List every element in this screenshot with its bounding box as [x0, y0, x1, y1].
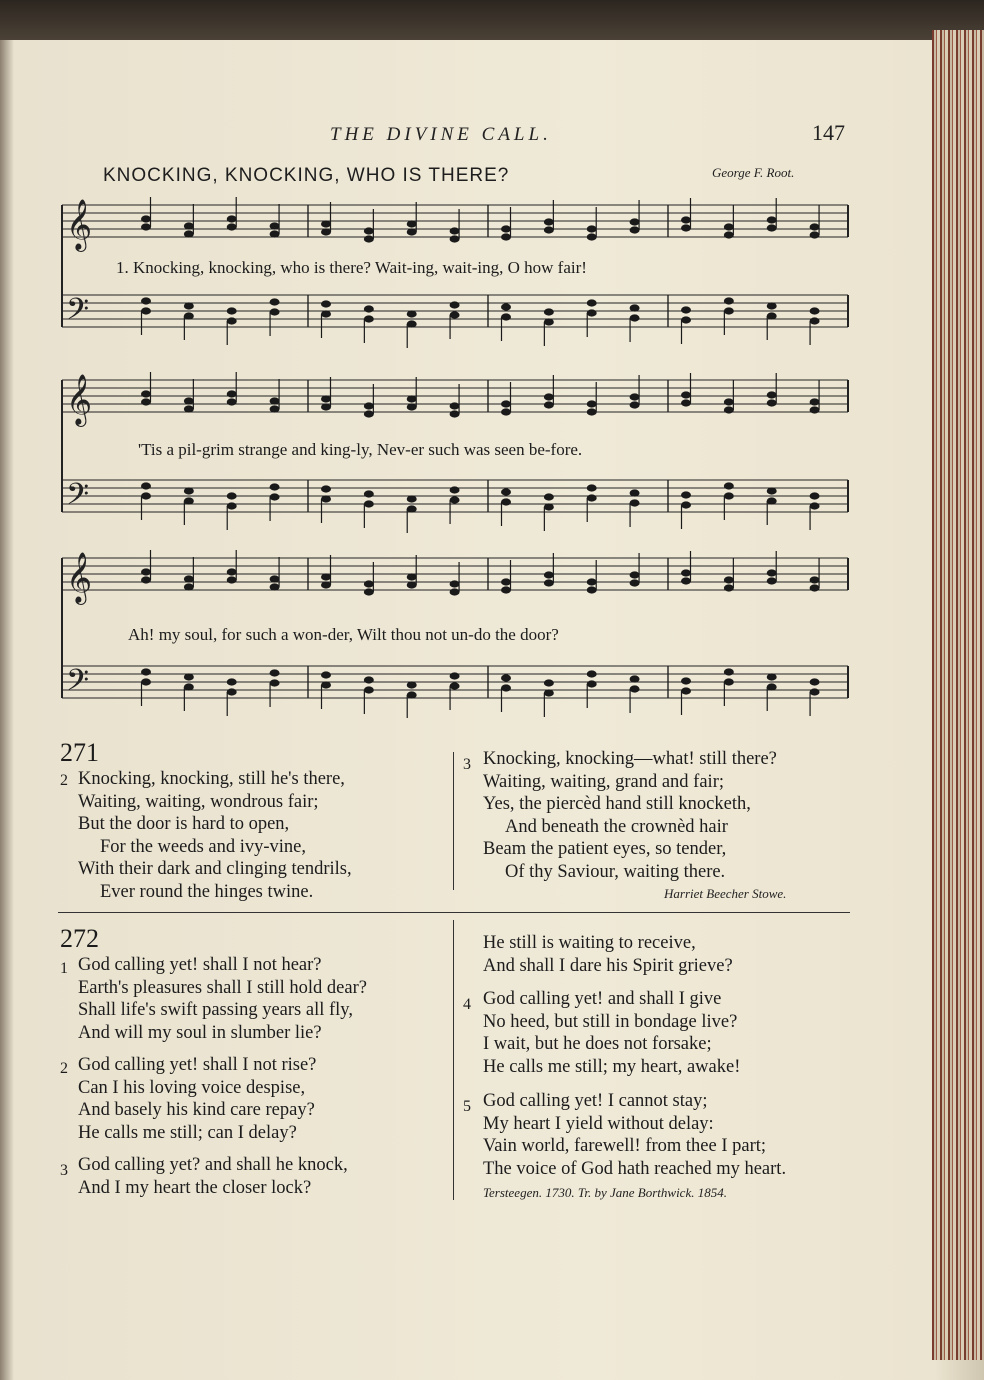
- verse-line: My heart I yield without delay:: [483, 1113, 714, 1134]
- verse-line: Earth's pleasures shall I still hold dear?: [78, 977, 367, 998]
- verse-line: Vain world, farewell! from thee I part;: [483, 1136, 767, 1156]
- verse-line: Of thy Saviour, waiting there.: [505, 861, 726, 882]
- svg-text:𝄢: 𝄢: [66, 293, 90, 334]
- svg-text:𝄞: 𝄞: [66, 374, 93, 425]
- verse-line: With their dark and clinging tendrils,: [78, 859, 352, 879]
- verse-line: And I my heart the closer lock?: [78, 1177, 312, 1198]
- hymn-number-271: 271: [60, 738, 99, 767]
- verse-line: And basely his kind care repay?: [78, 1100, 315, 1120]
- running-head: THE DIVINE CALL.: [330, 124, 552, 145]
- verse-line: God calling yet! shall I not hear?: [78, 955, 322, 975]
- lyric-line-2: 'Tis a pil-grim strange and king-ly, Nev-er such was seen be-fore.: [138, 440, 583, 459]
- verse-line: The voice of God hath reached my heart.: [483, 1158, 787, 1179]
- verse-number: 3: [463, 756, 471, 773]
- verse-line: For the weeds and ivy-vine,: [100, 836, 307, 857]
- verse-line: No heed, but still in bondage live?: [483, 1011, 738, 1032]
- verse-number: 5: [463, 1098, 471, 1115]
- hymn-272-verse-5: [483, 1090, 786, 1180]
- hymn-272-verse-2: [78, 1054, 316, 1144]
- hymn-272-verse-1: [78, 954, 367, 1044]
- page-edges: [932, 30, 984, 1360]
- verse-line: He calls me still; can I delay?: [78, 1122, 297, 1143]
- verse-line: I wait, but he does not forsake;: [483, 1034, 712, 1054]
- verse-line: Waiting, waiting, grand and fair;: [483, 771, 724, 792]
- verse-line: God calling yet? and shall he knock,: [78, 1155, 348, 1175]
- verse-line: God calling yet! I cannot stay;: [483, 1091, 708, 1111]
- verse-line: God calling yet! shall I not rise?: [78, 1055, 317, 1075]
- verse-line: Shall life's swift passing years all fly,: [78, 1000, 353, 1020]
- book-cover-edge: [0, 0, 984, 40]
- column-divider: [453, 920, 454, 1200]
- hymn-271-verse-3: [483, 748, 777, 883]
- page-number: 147: [812, 120, 845, 145]
- svg-text:𝄢: 𝄢: [66, 478, 90, 519]
- verse-line: But the door is hard to open,: [78, 814, 290, 834]
- verse-line: He still is waiting to receive,: [483, 933, 696, 953]
- verse-line: God calling yet! and shall I give: [483, 989, 722, 1009]
- hymn-272-verse-3-continued: [483, 932, 733, 977]
- verse-line: And shall I dare his Spirit grieve?: [483, 955, 733, 976]
- hymn-number-272: 272: [60, 924, 99, 953]
- composer: George F. Root.: [712, 165, 795, 180]
- svg-text:𝄞: 𝄞: [66, 199, 93, 250]
- verse-line: Beam the patient eyes, so tender,: [483, 839, 727, 859]
- verse-line: Ever round the hinges twine.: [100, 881, 314, 902]
- hymn-272-attribution: Tersteegen. 1730. Tr. by Jane Borthwick. 1854.: [483, 1185, 727, 1200]
- verse-line: And beneath the crownèd hair: [505, 816, 728, 837]
- hymn-271-verse-2: [78, 768, 352, 903]
- verse-line: Can I his loving voice despise,: [78, 1077, 306, 1098]
- lyric-line-1: 1. Knocking, knocking, who is there? Wait-ing, wait-ing, O how fair!: [116, 258, 587, 277]
- svg-text:𝄞: 𝄞: [66, 552, 93, 603]
- verse-line: Yes, the piercèd hand still knocketh,: [483, 794, 751, 814]
- hymn-272-verse-3: [78, 1154, 348, 1199]
- verse-number: 3: [60, 1162, 68, 1179]
- svg-text:𝄢: 𝄢: [66, 664, 90, 705]
- tune-title: KNOCKING, KNOCKING, WHO IS THERE?: [103, 165, 510, 186]
- column-divider: [453, 752, 454, 890]
- lyric-line-3: Ah! my soul, for such a won-der, Wilt thou not un-do the door?: [128, 625, 559, 644]
- verse-number: 2: [60, 1060, 68, 1077]
- verse-number: 2: [60, 772, 68, 789]
- verse-line: And will my soul in slumber lie?: [78, 1022, 322, 1043]
- verse-number: 4: [463, 996, 471, 1013]
- verse-number: 1: [60, 960, 68, 977]
- hymn-271-author: Harriet Beecher Stowe.: [664, 886, 787, 901]
- hymn-separator: [58, 912, 850, 913]
- verse-line: He calls me still; my heart, awake!: [483, 1056, 741, 1077]
- verse-line: Knocking, knocking—what! still there?: [483, 749, 777, 769]
- verse-line: Knocking, knocking, still he's there,: [78, 769, 345, 789]
- verse-line: Waiting, waiting, wondrous fair;: [78, 791, 319, 812]
- hymn-272-verse-4: [483, 988, 740, 1078]
